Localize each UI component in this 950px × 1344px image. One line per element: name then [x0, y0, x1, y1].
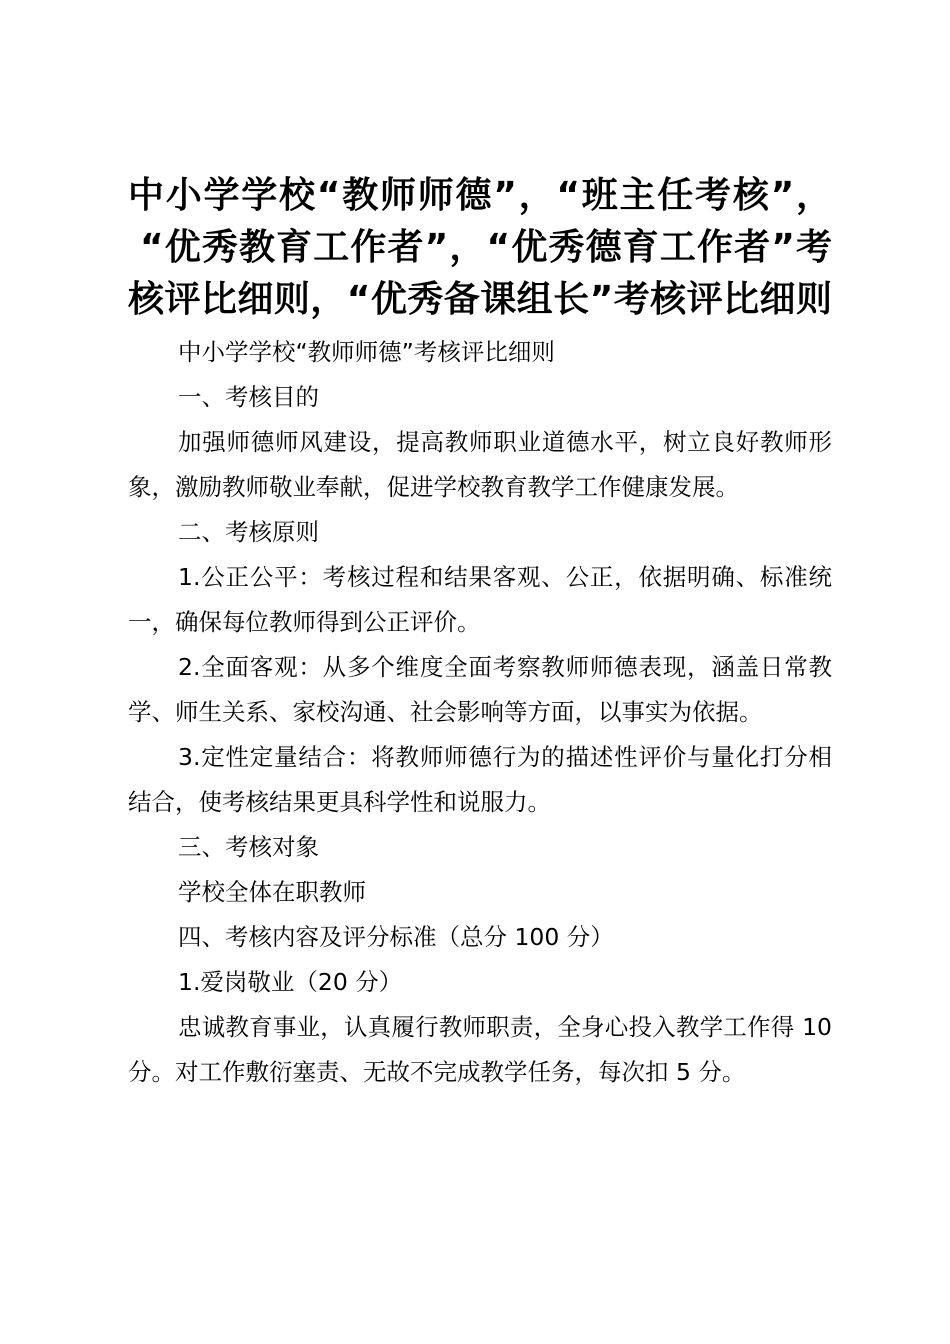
- paragraph-dedication: 忠诚教育事业，认真履行教师职责，全身心投入教学工作得 10 分。对工作敷衍塞责、无故不完成教学任务，每次扣 5 分。: [128, 1013, 832, 1086]
- paragraph-principle-2: 2.全面客观：从多个维度全面考察教师师德表现，涵盖日常教学、师生关系、家校沟通、社会影响等方面，以事实为依据。: [128, 653, 832, 726]
- heading-targets: 三、考核对象: [178, 833, 319, 861]
- heading-dedication: 1.爱岗敬业（20 分）: [178, 968, 403, 996]
- paragraph-targets: 学校全体在职教师: [178, 878, 366, 906]
- paragraph-purpose: 加强师德师风建设，提高教师职业道德水平，树立良好教师形象，激励教师敬业奉献，促进学校教育教学工作健康发展。: [128, 428, 832, 501]
- paragraph-principle-1: 1.公正公平：考核过程和结果客观、公正，依据明确、标准统一，确保每位教师得到公正评价。: [128, 563, 832, 636]
- document-title: [128, 170, 832, 326]
- document-page: [128, 170, 832, 1095]
- title-line-1: 中小学学校“教师师德”，“班主任考核”，: [128, 175, 832, 216]
- heading-content: 四、考核内容及评分标准（总分 100 分）: [178, 923, 614, 951]
- title-line-3: 核评比细则，“优秀备课组长”考核评比细则: [128, 279, 832, 320]
- paragraph-principle-3: 3.定性定量结合：将教师师德行为的描述性评价与量化打分相结合，使考核结果更具科学性和说服力。: [128, 743, 832, 816]
- title-line-2: “优秀教育工作者”，“优秀德育工作者”考: [140, 227, 832, 268]
- heading-principles: 二、考核原则: [178, 518, 319, 546]
- section-subtitle: 中小学学校“教师师德”考核评比细则: [178, 338, 555, 366]
- heading-purpose: 一、考核目的: [178, 383, 319, 411]
